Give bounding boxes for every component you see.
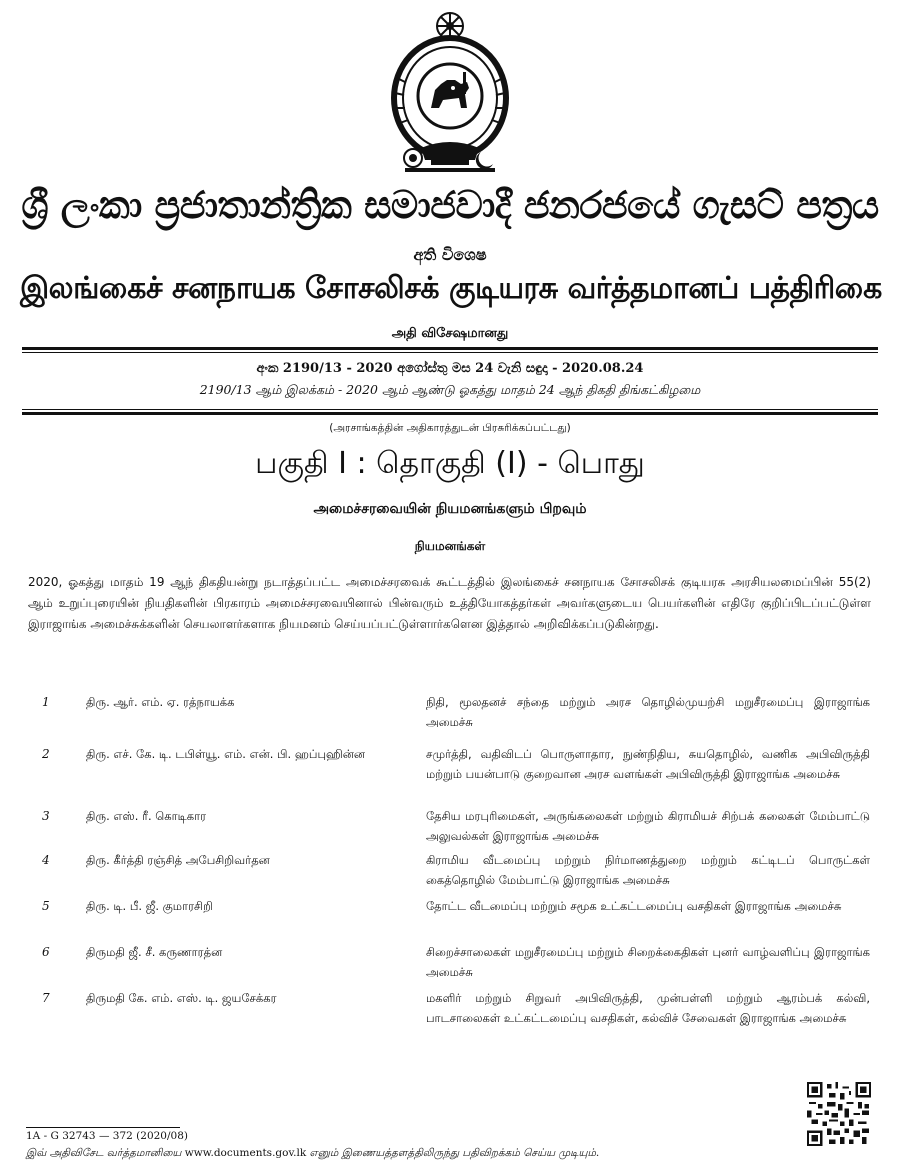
ministry-name: சிறைச்சாலைகள் மறுசீரமைப்பு மற்றும் சிறைக்கைதிகள் புனர் வாழ்வளிப்பு இராஜாங்க அமைச்சு	[426, 945, 870, 979]
print-code: 1A - G 32743 — 372 (2020/08)	[26, 1130, 188, 1142]
footer-rule	[26, 1127, 180, 1128]
national-emblem-icon	[383, 8, 517, 178]
website-link[interactable]: www.documents.gov.lk	[184, 1147, 307, 1159]
appointee-name: திருமதி ஜீ. சீ. கருணாரத்ன	[86, 945, 223, 959]
appointment-number: 7	[42, 991, 50, 1005]
appointment-number: 5	[42, 899, 50, 913]
intro-paragraph: 2020, ஓகத்து மாதம் 19 ஆந் திகதியன்று நடாத்தப்பட்ட அமைச்சரவைக் கூட்டத்தில் இலங்கைச் சனநாயக சோசலிசக் குடியரசு அரசியலமைப்பின் 55(2) ஆம் உறுப்புரையின் நியதிகளின் பிரகாரம் அமைச்சரவையினால் பின்வரும் உத்தியோகத்தர்கள் அவர்களுடைய பெயர்களின் எதிரே குறிப்பிடப்பட்டுள்ள இராஜாங்க அமைச்சுக்களின் செயலாளர்களாக நியமனம் செய்யப்பட்டுள்ளார்களென இத்தால் அறிவிக்கப்படுகின்றது.	[28, 575, 871, 631]
masthead-rule-thick	[22, 347, 878, 350]
section-subheading: நியமனங்கள்	[414, 539, 486, 553]
appointee-name: திரு. டி. பீ. ஜீ. குமாரசிறி	[86, 899, 213, 913]
issue-line-sinhala: අංක 2190/13 - 2020 අගෝස්තු මස 24 වැනි සඳුදා - 2020.08.24	[256, 361, 644, 376]
footer-note-prefix: இவ் அதிவிசேட வர்த்தமானியை	[26, 1147, 182, 1159]
gazette-title-tamil: இலங்கைச் சனநாயக சோசலிசக் குடியரசு வர்த்தமானப் பத்திரிகை	[20, 271, 882, 306]
appointment-number: 3	[42, 809, 50, 823]
appointment-number: 1	[42, 695, 50, 709]
ministry-name: நிதி, மூலதனச் சந்தை மற்றும் அரச தொழில்முயற்சி மறுசீரமைப்பு இராஜாங்க அமைச்சு	[426, 695, 870, 729]
ministry-name: மகளிர் மற்றும் சிறுவர் அபிவிருத்தி, முன்பள்ளி மற்றும் ஆரம்பக் கல்வி, பாடசாலைகள் உட்கட்டமைப்பு வசதிகள், கல்விச் சேவைகள் இராஜாங்க அமைச்சு	[426, 991, 870, 1025]
section-heading: அமைச்சரவையின் நியமனங்களும் பிறவும்	[313, 501, 587, 517]
issue-rule-thin	[22, 409, 878, 410]
issue-line-tamil: 2190/13 ஆம் இலக்கம் - 2020 ஆம் ஆண்டு ஓகத்து மாதம் 24 ஆந் திகதி திங்கட்கிழமை	[199, 382, 701, 397]
gazette-subtitle-sinhala: අති විශෙෂ	[413, 245, 487, 264]
appointee-name: திருமதி கே. எம். எஸ். டி. ஜயசேக்கர	[86, 991, 277, 1005]
ministry-name: சமுர்த்தி, வதிவிடப் பொருளாதார, நுண்நிதிய, சுயதொழில், வணிக அபிவிருத்தி மற்றும் பயன்பாடு குறைவான அரச வளங்கள் அபிவிருத்தி இராஜாங்க அமைச்சு	[426, 747, 870, 781]
appointment-number: 4	[42, 853, 50, 867]
gazette-subtitle-tamil: அதி விசேஷமானது	[391, 326, 509, 341]
appointee-name: திரு. கீர்த்தி ரஞ்சித் அபேசிறிவர்தன	[86, 853, 270, 867]
appointment-number: 2	[42, 747, 50, 761]
masthead-rule-thin	[22, 352, 878, 353]
ministry-name: தேசிய மரபுரிமைகள், அருங்கலைகள் மற்றும் கிராமியச் சிற்பக் கலைகள் மேம்பாட்டு அலுவல்கள் இராஜாங்க அமைச்சு	[426, 809, 870, 843]
issue-rule-thick	[22, 412, 878, 415]
appointee-name: திரு. ஆர். எம். ஏ. ரத்நாயக்க	[86, 695, 235, 709]
qr-code-icon	[807, 1082, 871, 1146]
ministry-name: கிராமிய வீடமைப்பு மற்றும் நிர்மாணத்துறை மற்றும் கட்டிடப் பொருட்கள் கைத்தொழில் மேம்பாட்டு இராஜாங்க அமைச்சு	[426, 853, 870, 887]
appointment-number: 6	[42, 945, 50, 959]
footer-note	[26, 1148, 786, 1159]
part-heading: பகுதி I : தொகுதி (I) - பொது	[255, 446, 645, 481]
publication-note: (அரசாங்கத்தின் அதிகாரத்துடன் பிரசுரிக்கப்பட்டது)	[329, 422, 571, 434]
appointee-name: திரு. எஸ். ரீ. கொடிகார	[86, 809, 207, 823]
footer-note-suffix: எனும் இணையத்தளத்திலிருந்து பதிவிறக்கம் செய்ய முடியும்.	[309, 1147, 600, 1159]
ministry-name: தோட்ட வீடமைப்பு மற்றும் சமூக உட்கட்டமைப்பு வசதிகள் இராஜாங்க அமைச்சு	[426, 899, 842, 913]
appointee-name: திரு. எச். கே. டி. டபிள்யூ. எம். என். பி. ஹப்புஹின்ன	[86, 747, 366, 761]
gazette-title-sinhala: ශ්‍රී ලංකා ප්‍රජාතාන්ත්‍රික සමාජවාදී ජනරජයේ ගැසට් පත්‍රය	[21, 183, 879, 227]
